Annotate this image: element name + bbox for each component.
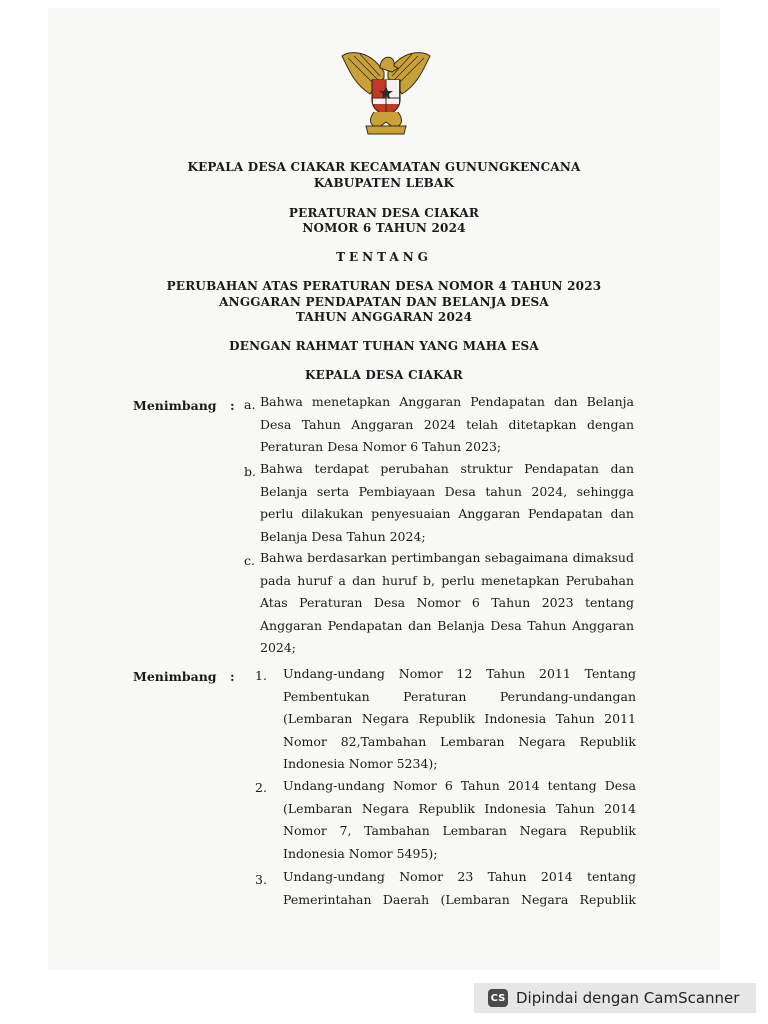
- text-line: 2024;: [260, 640, 297, 655]
- text-line: perlu dilakukan penyesuaian Anggaran Pendapatan dan: [260, 506, 634, 521]
- about-heading: TENTANG: [336, 250, 432, 264]
- legal-basis-item-2: [283, 775, 636, 865]
- regulation-title: PERATURAN DESA CIAKAR: [288, 206, 480, 220]
- text-line: Pembentukan Peraturan Perundang-undangan: [283, 688, 636, 704]
- document-heading-line2: KABUPATEN LEBAK: [313, 176, 455, 190]
- text-line: Atas Peraturan Desa Nomor 6 Tahun 2023 tentang: [260, 595, 634, 610]
- text-line: Pemerintahan Daerah (Lembaran Negara Republik: [283, 891, 636, 907]
- text-line: Undang-undang Nomor 6 Tahun 2014 tentang Desa: [283, 778, 636, 793]
- consideration-item-b: [260, 458, 634, 548]
- text-line: Nomor 7, Tambahan Lembaran Negara Republik: [283, 823, 636, 838]
- item-marker-1: 1.: [255, 668, 267, 683]
- text-line: Peraturan Desa Nomor 6 Tahun 2023;: [260, 439, 502, 454]
- text-line: Anggaran Pendapatan dan Belanja Desa Tahun Anggaran: [260, 617, 634, 633]
- blessing-line: DENGAN RAHMAT TUHAN YANG MAHA ESA: [229, 339, 539, 353]
- item-marker-2: 2.: [255, 780, 267, 795]
- subject-line1: PERUBAHAN ATAS PERATURAN DESA NOMOR 4 TAHUN 2023: [166, 279, 602, 293]
- consideration-item-c: [260, 547, 634, 660]
- text-line: Undang-undang Nomor 12 Tahun 2011 Tentang: [283, 666, 636, 681]
- text-line: (Lembaran Negara Republik Indonesia Tahun 2011: [283, 711, 636, 726]
- text-line: Desa Tahun Anggaran 2024 telah ditetapkan dengan: [260, 416, 634, 432]
- garuda-emblem-icon: [340, 42, 432, 138]
- official-title: KEPALA DESA CIAKAR: [305, 368, 463, 382]
- subject-line2: ANGGARAN PENDAPATAN DAN BELANJA DESA: [219, 295, 549, 309]
- text-line: Undang-undang Nomor 23 Tahun 2014 tentang: [283, 869, 636, 884]
- text-line: Indonesia Nomor 5234);: [283, 756, 438, 771]
- text-line: (Lembaran Negara Republik Indonesia Tahun 2014: [283, 800, 636, 816]
- consideration-item-a: [260, 391, 634, 459]
- text-line: Bahwa menetapkan Anggaran Pendapatan dan Belanja: [260, 394, 634, 409]
- section1-colon: :: [230, 398, 235, 413]
- item-marker-a: a.: [244, 397, 256, 412]
- legal-basis-item-3: [283, 866, 636, 911]
- section2-label: Menimbang: [133, 669, 217, 684]
- section1-label: Menimbang: [133, 398, 217, 413]
- text-line: Belanja serta Pembiayaan Desa tahun 2024, sehingga: [260, 483, 634, 499]
- subject-line3: TAHUN ANGGARAN 2024: [295, 310, 473, 324]
- text-line: Bahwa terdapat perubahan struktur Pendapatan dan: [260, 461, 634, 476]
- regulation-number: NOMOR 6 TAHUN 2024: [302, 221, 466, 235]
- legal-basis-item-1: [283, 663, 636, 776]
- section2-colon: :: [230, 669, 235, 684]
- text-line: pada huruf a dan huruf b, perlu menetapkan Perubahan: [260, 572, 634, 588]
- text-line: Indonesia Nomor 5495);: [283, 845, 438, 861]
- item-marker-c: c.: [244, 553, 255, 568]
- document-heading-line1: KEPALA DESA CIAKAR KECAMATAN GUNUNGKENCANA: [187, 160, 581, 174]
- item-marker-b: b.: [244, 464, 256, 479]
- text-line: Bahwa berdasarkan pertimbangan sebagaimana dimaksud: [260, 550, 634, 565]
- camscanner-watermark: [474, 983, 756, 1013]
- item-marker-3: 3.: [255, 872, 267, 887]
- text-line: Belanja Desa Tahun 2024;: [260, 528, 426, 544]
- camscanner-watermark-text: Dipindai dengan CamScanner: [516, 989, 740, 1007]
- text-line: Nomor 82,Tambahan Lembaran Negara Republik: [283, 733, 636, 749]
- camscanner-logo-icon: CS: [488, 989, 508, 1007]
